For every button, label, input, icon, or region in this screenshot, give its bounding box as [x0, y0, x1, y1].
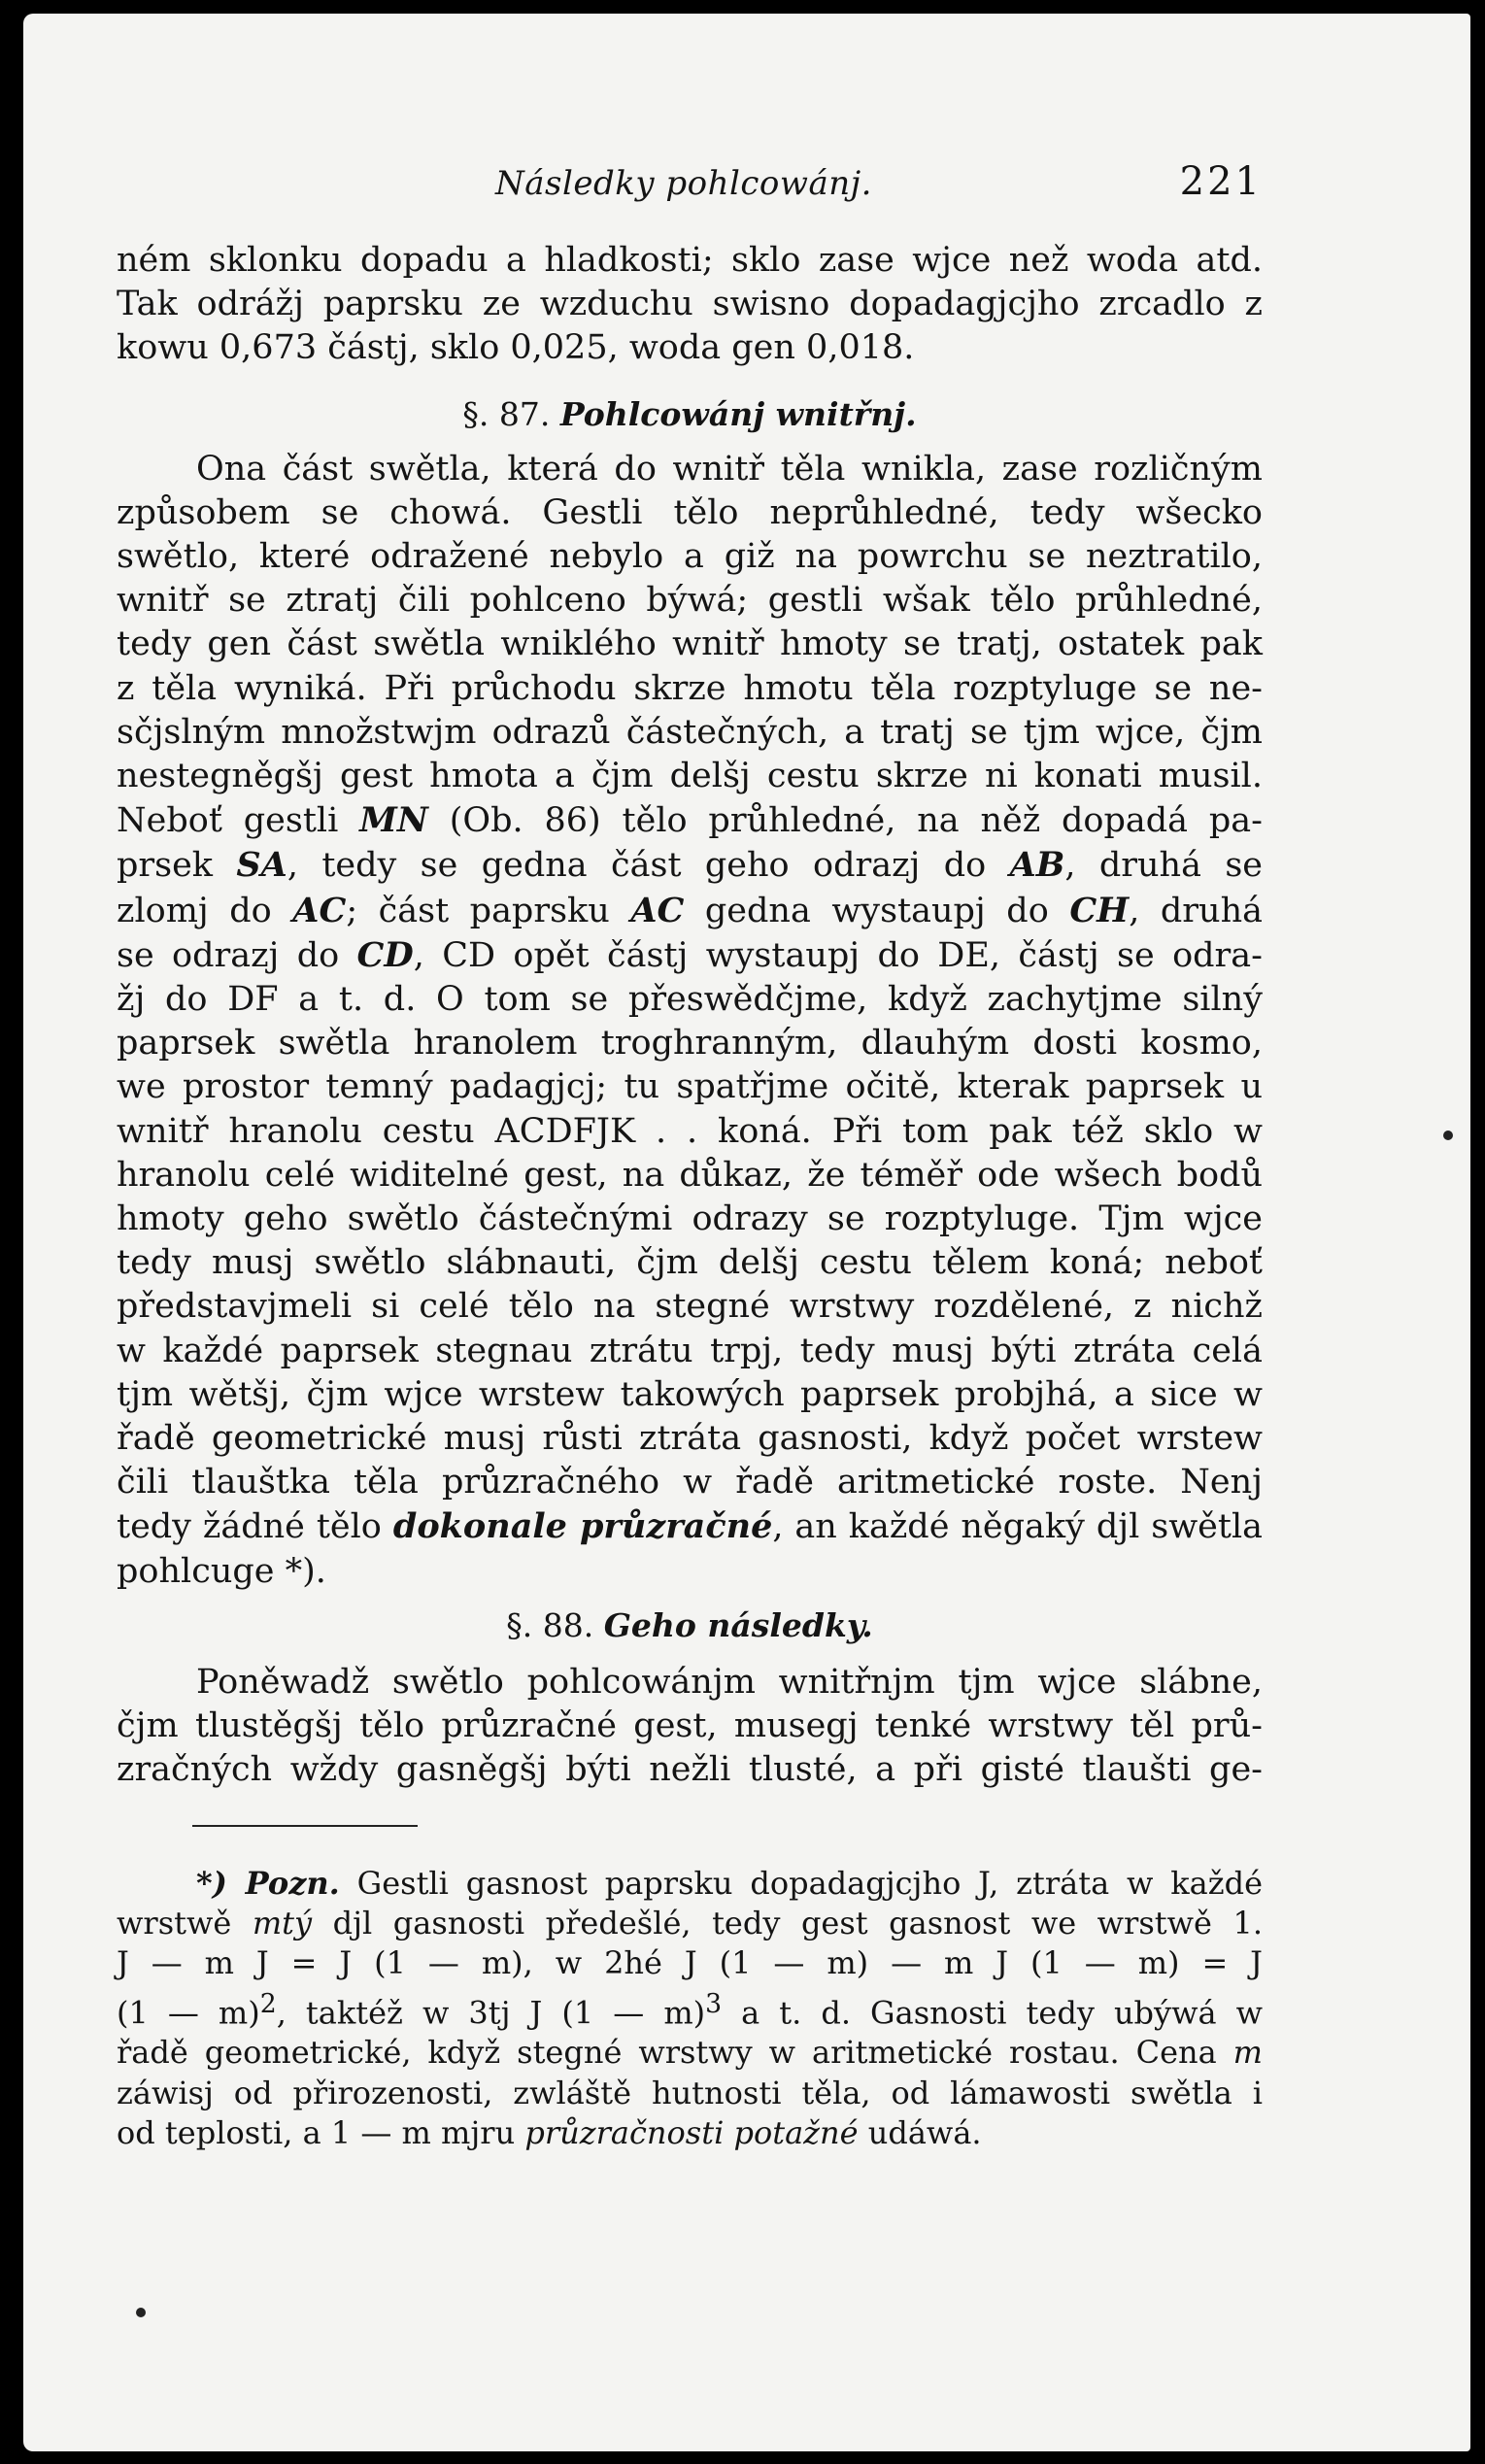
- figure-label: SA: [236, 845, 287, 886]
- emphasis-text: dokonale průzračné: [392, 1506, 773, 1547]
- text-span: (1 — m): [117, 1994, 260, 2032]
- text-span: (Ob. 86) tělo průhledné, na něž dopadá pa-: [427, 801, 1264, 841]
- figure-label: MN: [359, 800, 428, 841]
- text-span: tedy žádné tělo: [117, 1507, 393, 1547]
- superscript: 3: [705, 1988, 723, 2019]
- text-span: Neboť gestli: [117, 801, 360, 841]
- paragraph-absorption: [117, 448, 1263, 1594]
- text-line: Tak odrážj paprsku ze wzduchu swisno dopadagjcjho zrcadlo z: [117, 285, 1263, 324]
- footnote: [117, 1864, 1263, 2153]
- text-line: wnitř hranolu cestu ACDFJK . . koná. Při tom pak též sklo w: [117, 1111, 1263, 1151]
- text-span: udáwá.: [858, 2113, 982, 2151]
- running-head: Následky pohlcowánj.: [495, 164, 872, 203]
- text-line: [117, 1504, 1263, 1549]
- scan-speck: [1443, 1131, 1453, 1140]
- paragraph-consequences: [117, 1661, 1263, 1793]
- text-span: ; část paprsku: [346, 891, 631, 930]
- figure-label: AC: [292, 890, 347, 930]
- text-line: řadě geometrické musj růsti ztráta gasnosti, když počet wrstew: [117, 1419, 1263, 1459]
- text-span: a t. d. Gasnosti tedy ubýwá w: [722, 1994, 1264, 2032]
- text-span: , tedy se gedna část geho odrazj do: [287, 846, 1010, 886]
- text-line: tedy musj swětlo slábnauti, čjm delšj cestu tělem koná; neboť: [117, 1243, 1263, 1283]
- section-heading-87: [117, 392, 1263, 436]
- text-line: ném sklonku dopadu a hladkosti; sklo zase wjce než woda atd.: [117, 241, 1263, 280]
- footnote-rule: [192, 1825, 418, 1827]
- text-line: [117, 2033, 1263, 2073]
- italic-text: mtý: [252, 1905, 313, 1942]
- text-span: od teplosti, a 1 — m mjru: [117, 2113, 525, 2151]
- section-number: §. 88.: [506, 1605, 594, 1644]
- text-line: swětlo, které odražené nebylo a giž na powrchu se neztratilo,: [117, 537, 1263, 577]
- text-line: tjm wětšj, čjm wjce wrstew takowých paprsek probjhá, a sice w: [117, 1374, 1263, 1414]
- text-span: zlomj do: [117, 891, 293, 930]
- text-line: tedy gen část swětla wniklého wnitř hmoty se tratj, ostatek pak: [117, 624, 1263, 664]
- text-line: zračných wždy gasněgšj býti nežli tlusté, a při gisté tlaušti ge-: [117, 1750, 1263, 1790]
- text-span: se odrazj do: [117, 935, 357, 975]
- text-line: [117, 798, 1263, 843]
- text-span: , taktéž w 3tj J (1 — m): [276, 1994, 706, 2032]
- book-page: [23, 14, 1470, 2451]
- figure-label: CD: [356, 934, 414, 975]
- text-line: sčjslným množstwjm odrazů částečných, a tratj se tjm wjce, čjm: [117, 712, 1263, 752]
- text-line: w každé paprsek stegnau ztrátu trpj, tedy musj býti ztráta celá: [117, 1331, 1263, 1370]
- section-heading-88: [117, 1603, 1263, 1647]
- text-line: kowu 0,673 částj, sklo 0,025, woda gen 0,018.: [117, 328, 915, 368]
- text-line: Poněwadž swětlo pohlcowánjm wnitřnjm tjm wjce slábne,: [196, 1662, 1263, 1702]
- text-line: [117, 889, 1263, 933]
- figure-label: AC: [630, 890, 685, 930]
- text-line: [117, 933, 1263, 978]
- text-span: djl gasnosti předešlé, tedy gest gasnost we wrstwě 1.: [312, 1905, 1264, 1942]
- section-number: §. 87.: [462, 394, 551, 433]
- italic-text: průzračnosti potažné: [524, 2113, 859, 2151]
- text-line: žj do DF a t. d. O tom se přeswědčjme, když zachytjme silný: [117, 980, 1263, 1020]
- page-header: [495, 159, 1263, 204]
- formula-line: [117, 1984, 1263, 2034]
- text-span: , CD opět částj wystaupj do DE, částj se odra-: [413, 935, 1263, 975]
- text-line: [117, 2113, 1263, 2153]
- text-span: řadě geometrické, když stegné wrstwy w aritmetické rostau. Cena: [117, 2034, 1233, 2072]
- text-line: we prostor temný padagjcj; tu spatřjme očitě, kterak paprsek u: [117, 1067, 1263, 1107]
- text-line: čili tlauštka těla průzračného w řadě aritmetické roste. Nenj: [117, 1463, 1263, 1502]
- text-span: Gestli gasnost paprsku dopadagjcjho J, ztráta w každé: [339, 1865, 1264, 1902]
- scan-speck: [136, 2308, 146, 2317]
- text-line: představjmeli si celé tělo na stegné wrstwy rozdělené, z nichž: [117, 1287, 1263, 1327]
- italic-text: m: [1232, 2034, 1263, 2072]
- text-span: prsek: [117, 846, 237, 886]
- footnote-marker: *) Pozn.: [196, 1865, 340, 1902]
- page-number: 221: [1179, 159, 1263, 204]
- formula-line: J — m J = J (1 — m), w 2hé J (1 — m) — m J (1 — m) = J: [117, 1944, 1263, 1982]
- text-line: hmoty geho swětlo částečnými odrazy se rozptyluge. Tjm wjce: [117, 1199, 1263, 1239]
- text-line: [117, 1904, 1263, 1943]
- text-line: wnitř se ztratj čili pohlceno býwá; gestli wšak tělo průhledné,: [117, 581, 1263, 621]
- text-span: gedna wystaupj do: [684, 891, 1070, 930]
- text-span: , druhá se: [1064, 846, 1263, 886]
- figure-label: CH: [1069, 890, 1130, 930]
- section-title: Pohlcowánj wnitřnj.: [559, 394, 917, 433]
- figure-label: AB: [1009, 845, 1065, 886]
- text-line: [117, 843, 1263, 888]
- text-span: wrstwě: [117, 1905, 253, 1942]
- text-line: paprsek swětla hranolem troghranným, dlauhým dosti kosmo,: [117, 1024, 1263, 1063]
- text-line: záwisj od přirozenosti, zwláště hutnosti těla, od lámawosti swětla i: [117, 2074, 1263, 2111]
- text-line: pohlcuge *).: [117, 1551, 326, 1591]
- text-span: , an každé něgaký djl swětla: [772, 1507, 1264, 1547]
- text-line: hranolu celé widitelné gest, na důkaz, že téměř ode wšech bodů: [117, 1155, 1263, 1195]
- text-span: , druhá: [1129, 891, 1263, 930]
- text-line: čjm tlustěgšj tělo průzračné gest, musegj tenké wrstwy těl prů-: [117, 1706, 1263, 1746]
- body-text: [117, 239, 1263, 1793]
- text-line: způsobem se chowá. Gestli tělo neprůhledné, tedy wšecko: [117, 492, 1263, 532]
- text-line: [117, 1864, 1263, 1904]
- section-title: Geho následky.: [603, 1605, 873, 1644]
- paragraph-continued: [117, 239, 1263, 371]
- text-line: Ona část swětla, která do wnitř těla wnikla, zase rozličným: [196, 449, 1263, 489]
- text-line: z těla wyniká. Při průchodu skrze hmotu těla rozptyluge se ne-: [117, 668, 1263, 708]
- text-line: nestegněgšj gest hmota a čjm delšj cestu skrze ni konati musil.: [117, 757, 1263, 796]
- superscript: 2: [259, 1988, 277, 2019]
